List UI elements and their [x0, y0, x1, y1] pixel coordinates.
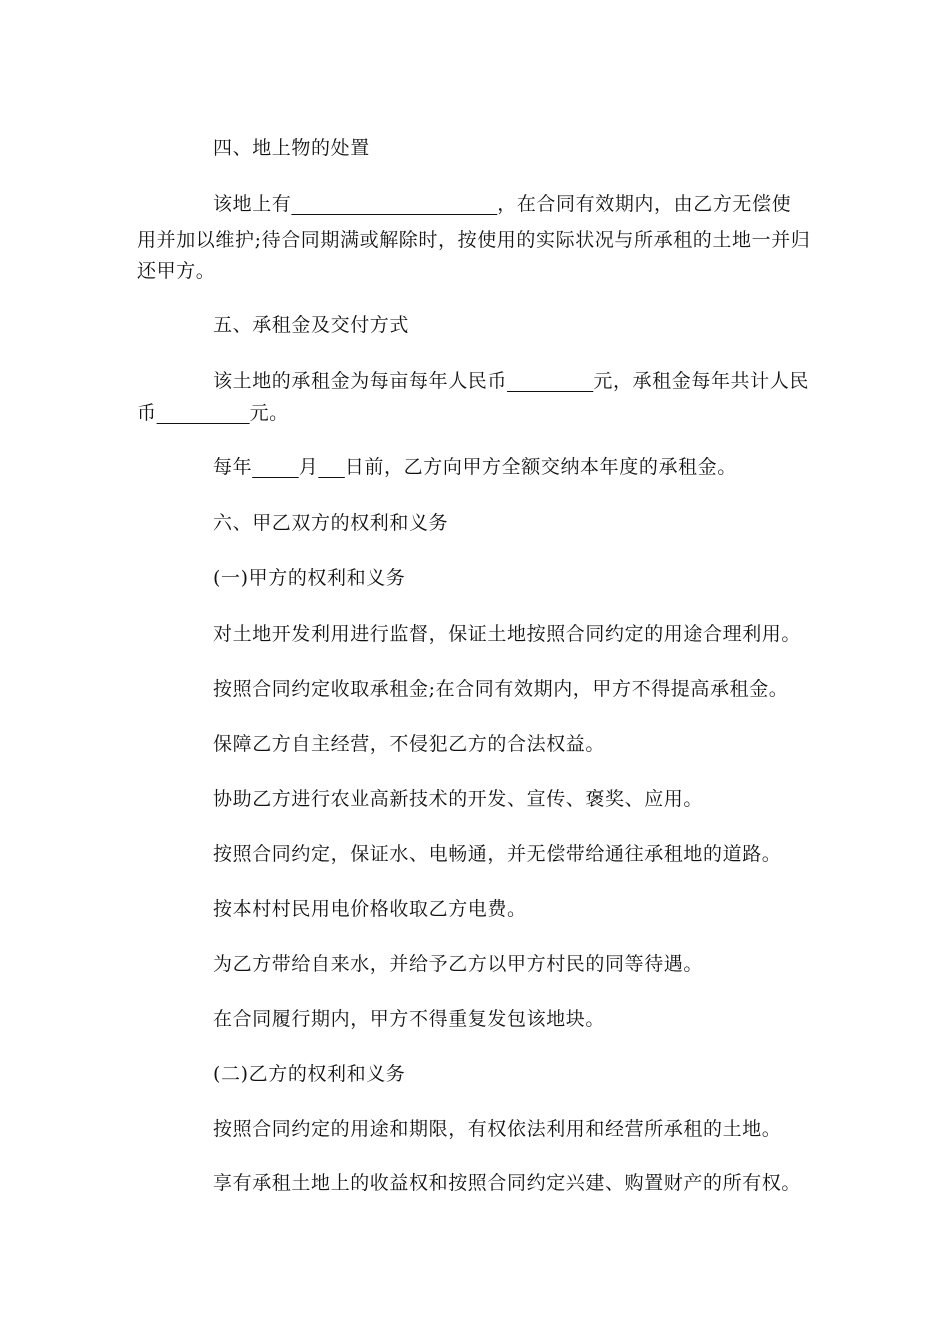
fill-in-blank [157, 402, 250, 424]
text-segment: 币 [137, 402, 157, 424]
fill-in-blank [291, 193, 497, 215]
paragraph-line: 用并加以维护;待合同期满或解除时，按使用的实际状况与所承租的土地一并归 [137, 229, 811, 251]
paragraph-line [213, 193, 791, 215]
text-segment: 该土地的承租金为每亩每年人民币 [213, 370, 508, 392]
list-item: 协助乙方进行农业高新技术的开发、宣传、褒奖、应用。 [213, 788, 704, 810]
list-item: 按照合同约定收取承租金;在合同有效期内，甲方不得提高承租金。 [213, 678, 789, 700]
section-heading-rights: 六、甲乙双方的权利和义务 [213, 512, 449, 534]
fill-in-blank [318, 456, 345, 478]
text-segment: 该地上有 [213, 193, 292, 215]
paragraph-line: 还甲方。 [137, 260, 216, 282]
paragraph-line [213, 456, 737, 478]
subsection-heading-party-a: (一)甲方的权利和义务 [213, 567, 406, 589]
text-segment: 月 [298, 456, 319, 478]
list-item: 保障乙方自主经营，不侵犯乙方的合法权益。 [213, 733, 606, 755]
list-item: 按本村村民用电价格收取乙方电费。 [213, 898, 527, 920]
text-segment: 每年 [213, 456, 253, 478]
paragraph-line [137, 402, 289, 424]
list-item: 为乙方带给自来水，并给予乙方以甲方村民的同等待遇。 [213, 953, 704, 975]
paragraph-line [213, 370, 809, 392]
section-heading-rent: 五、承租金及交付方式 [213, 314, 410, 336]
text-segment: 元。 [249, 402, 289, 424]
text-segment: 日前，乙方向甲方全额交纳本年度的承租金。 [344, 456, 737, 478]
list-item: 享有承租土地上的收益权和按照合同约定兴建、购置财产的所有权。 [213, 1172, 802, 1194]
fill-in-blank [507, 370, 593, 392]
text-segment: 元，承租金每年共计人民 [593, 370, 809, 392]
text-segment: ，在合同有效期内，由乙方无偿使 [497, 193, 792, 215]
subsection-heading-party-b: (二)乙方的权利和义务 [213, 1063, 406, 1085]
list-item: 按照合同约定，保证水、电畅通，并无偿带给通往承租地的道路。 [213, 843, 782, 865]
list-item: 在合同履行期内，甲方不得重复发包该地块。 [213, 1008, 606, 1030]
section-heading-disposal: 四、地上物的处置 [213, 137, 370, 159]
list-item: 对土地开发利用进行监督，保证土地按照合同约定的用途合理利用。 [213, 623, 802, 645]
list-item: 按照合同约定的用途和期限，有权依法利用和经营所承租的土地。 [213, 1118, 782, 1140]
fill-in-blank [252, 456, 298, 478]
